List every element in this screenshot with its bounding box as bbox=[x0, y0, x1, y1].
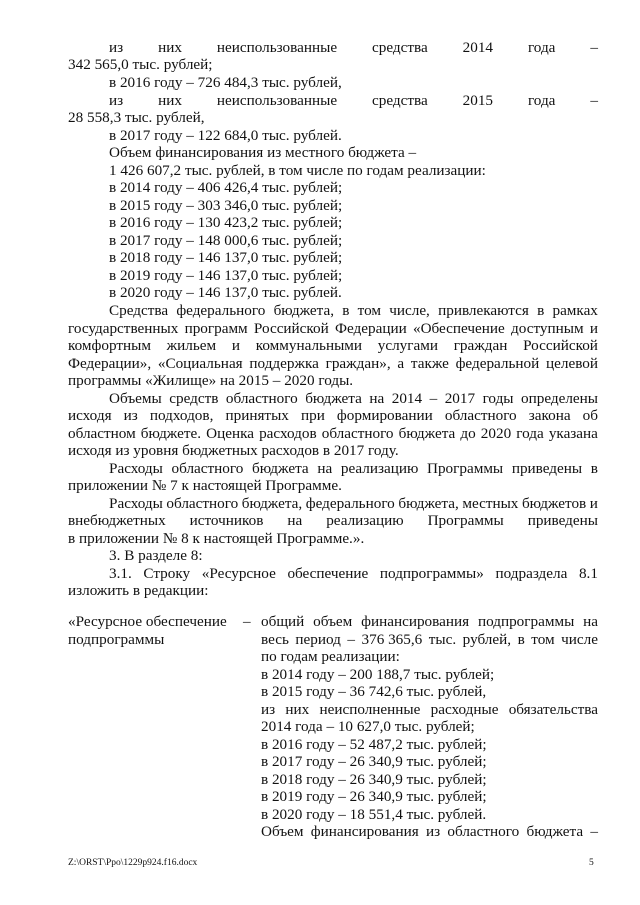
word: рублей, bbox=[462, 631, 512, 648]
text-line: в 2018 году – 146 137,0 тыс. рублей; bbox=[109, 249, 343, 266]
table-cell-line bbox=[261, 823, 598, 841]
word: года bbox=[527, 92, 556, 109]
word: года bbox=[527, 39, 556, 56]
word: указана bbox=[548, 425, 598, 442]
word: – bbox=[590, 823, 598, 840]
word: 3.1. bbox=[109, 565, 132, 582]
word: на bbox=[369, 390, 385, 407]
table-cell-line: в 2015 году – 36 742,6 тыс. рублей, bbox=[261, 683, 487, 700]
word: Программы bbox=[427, 512, 504, 529]
word: Оценка bbox=[206, 425, 254, 442]
word: Средства bbox=[109, 302, 169, 319]
word: привлекаются bbox=[438, 302, 529, 319]
table-cell-line: в 2017 году – 26 340,9 тыс. рублей; bbox=[261, 753, 487, 770]
word: 2020 bbox=[480, 425, 512, 442]
word: принятых bbox=[225, 407, 289, 424]
word: целевой bbox=[546, 355, 598, 372]
word: Расходы bbox=[109, 495, 163, 512]
word: 2017 bbox=[444, 390, 476, 407]
word: внебюджетных bbox=[68, 512, 166, 529]
word: бюджета bbox=[398, 425, 456, 442]
word: на bbox=[287, 512, 303, 529]
word: федеральной bbox=[455, 355, 540, 372]
word: них bbox=[285, 701, 310, 718]
word: программ bbox=[184, 320, 248, 337]
table-cell-line: 2014 года – 10 627,0 тыс. рублей; bbox=[261, 718, 475, 735]
word: доступным bbox=[511, 320, 584, 337]
text-line: в 2014 году – 406 426,4 тыс. рублей; bbox=[109, 179, 343, 196]
word: объем bbox=[313, 613, 353, 630]
word: 376 365,6 bbox=[361, 631, 423, 648]
word: а bbox=[397, 355, 405, 372]
word: года bbox=[516, 425, 544, 442]
word: Расходы bbox=[109, 460, 163, 477]
word: неиспользованные bbox=[216, 92, 338, 109]
word: Строку bbox=[143, 565, 191, 582]
word: подходов, bbox=[149, 407, 214, 424]
word: об bbox=[582, 407, 598, 424]
text-line: изложить в редакции: bbox=[68, 582, 209, 599]
word: – bbox=[347, 631, 355, 648]
word: приведены bbox=[527, 512, 598, 529]
word: 8.1 bbox=[578, 565, 598, 582]
word: Объемы bbox=[109, 390, 162, 407]
word: рамках bbox=[552, 302, 598, 319]
word: и bbox=[589, 495, 598, 512]
word: «Ресурсное bbox=[201, 565, 276, 582]
table-cell-line: в 2018 году – 26 340,9 тыс. рублей; bbox=[261, 771, 487, 788]
footer-file-path: Z:\ORST\Ppo\1229p924.f16.docx bbox=[68, 858, 198, 868]
table-cell-line: в 2020 году – 18 551,4 тыс. рублей. bbox=[261, 806, 487, 823]
word: реализацию bbox=[340, 460, 419, 477]
word: них bbox=[158, 92, 182, 109]
word: коммунальными bbox=[255, 337, 363, 354]
word: на bbox=[583, 613, 598, 630]
text-line: в 2019 году – 146 137,0 тыс. рублей; bbox=[109, 267, 343, 284]
word: до bbox=[460, 425, 476, 442]
text-line: 342 565,0 тыс. рублей; bbox=[68, 56, 213, 73]
text-line: в приложении № 8 к настоящей Программе.». bbox=[68, 530, 365, 547]
word: средства bbox=[372, 39, 428, 56]
word: федерального bbox=[176, 302, 266, 319]
word: из bbox=[109, 92, 124, 109]
word: жильем bbox=[166, 337, 217, 354]
word: областного bbox=[171, 460, 244, 477]
text-line: приложении № 7 к настоящей Программе. bbox=[68, 477, 342, 494]
text-line bbox=[109, 302, 598, 320]
word: – bbox=[590, 92, 598, 109]
word: «Обеспечение bbox=[412, 320, 505, 337]
word: – bbox=[429, 390, 438, 407]
word: из bbox=[123, 407, 138, 424]
word: областного bbox=[444, 407, 517, 424]
text-line bbox=[109, 495, 598, 513]
text-line: в 2016 году – 130 423,2 тыс. рублей; bbox=[109, 214, 343, 231]
text-line: в 2016 году – 726 484,3 тыс. рублей, bbox=[109, 74, 342, 91]
table-cell-line: в 2019 году – 26 340,9 тыс. рублей; bbox=[261, 788, 487, 805]
word: граждан bbox=[453, 337, 508, 354]
word: при bbox=[300, 407, 325, 424]
word: неиспользованные bbox=[216, 39, 338, 56]
word: услугами bbox=[377, 337, 438, 354]
word: из bbox=[426, 823, 441, 840]
word: 2014 bbox=[391, 390, 423, 407]
word: бюджета bbox=[526, 823, 584, 840]
word: из bbox=[109, 39, 124, 56]
word: также bbox=[410, 355, 449, 372]
word: тыс. bbox=[428, 631, 457, 648]
word: определены bbox=[521, 390, 598, 407]
word: источников bbox=[189, 512, 264, 529]
word: бюджете. bbox=[140, 425, 202, 442]
word: том bbox=[531, 631, 555, 648]
text-line bbox=[68, 512, 598, 530]
word: областного bbox=[321, 425, 394, 442]
table-cell-line: по годам реализации: bbox=[261, 648, 400, 665]
text-line: 28 558,3 тыс. рублей, bbox=[68, 109, 205, 126]
word: числе, bbox=[389, 302, 430, 319]
word: подпрограммы» bbox=[379, 565, 484, 582]
word: обязательства bbox=[508, 701, 598, 718]
table-cell-line bbox=[261, 631, 598, 649]
page-number: 5 bbox=[589, 858, 594, 868]
word: средства bbox=[372, 92, 428, 109]
text-line bbox=[109, 390, 598, 408]
table-cell-line bbox=[261, 613, 598, 631]
word: Программы bbox=[426, 460, 504, 477]
word: 2014 bbox=[462, 39, 494, 56]
word: в bbox=[517, 631, 525, 648]
text-line bbox=[68, 407, 598, 425]
word: Российской bbox=[523, 337, 598, 354]
text-line: в 2017 году – 122 684,0 тыс. рублей. bbox=[109, 127, 342, 144]
word: весь bbox=[261, 631, 289, 648]
word: в bbox=[590, 460, 598, 477]
text-line bbox=[68, 337, 598, 355]
word: «Социальная bbox=[157, 355, 243, 372]
word: федерального bbox=[305, 495, 395, 512]
word: закона bbox=[528, 407, 571, 424]
text-line bbox=[109, 92, 598, 110]
word: поддержка bbox=[249, 355, 319, 372]
text-line: в 2015 году – 303 346,0 тыс. рублей; bbox=[109, 197, 343, 214]
text-line bbox=[68, 320, 598, 338]
word: бюджета, bbox=[241, 495, 303, 512]
text-line bbox=[68, 355, 598, 373]
word: финансирования bbox=[361, 613, 470, 630]
text-line bbox=[109, 565, 598, 583]
word: бюджета bbox=[305, 390, 362, 407]
word: годы bbox=[482, 390, 514, 407]
word: и bbox=[589, 320, 598, 337]
word: числе bbox=[561, 631, 598, 648]
word: в bbox=[537, 302, 545, 319]
word: 2015 bbox=[462, 92, 494, 109]
word: подраздела bbox=[495, 565, 568, 582]
word: том bbox=[357, 302, 381, 319]
word: исходя bbox=[68, 407, 112, 424]
word: областного bbox=[166, 495, 239, 512]
word: – bbox=[590, 39, 598, 56]
word: расходов bbox=[259, 425, 317, 442]
table-dash: – bbox=[243, 613, 251, 630]
text-line: исходя из уровня бюджетных расходов в 2017 году. bbox=[68, 442, 399, 459]
word: общий bbox=[261, 613, 305, 630]
word: неисполненные bbox=[319, 701, 421, 718]
table-cell-line: в 2014 году – 200 188,7 тыс. рублей; bbox=[261, 666, 495, 683]
word: Российской bbox=[253, 320, 329, 337]
word: бюджета, bbox=[273, 302, 334, 319]
word: и bbox=[231, 337, 240, 354]
table-row-label: «Ресурсное обеспечение bbox=[68, 613, 227, 630]
word: приведены bbox=[511, 460, 583, 477]
text-line bbox=[68, 425, 598, 443]
word: реализацию bbox=[326, 512, 404, 529]
word: средств bbox=[169, 390, 219, 407]
word: государственных bbox=[68, 320, 179, 337]
word: формировании bbox=[336, 407, 433, 424]
word: бюджетов bbox=[521, 495, 587, 512]
word: Федерации», bbox=[68, 355, 152, 372]
word: Федерации bbox=[335, 320, 407, 337]
word: период bbox=[295, 631, 341, 648]
word: них bbox=[158, 39, 182, 56]
word: подпрограммы bbox=[477, 613, 575, 630]
word: Объем bbox=[261, 823, 304, 840]
word: областного bbox=[447, 823, 520, 840]
text-line: в 2017 году – 148 000,6 тыс. рублей; bbox=[109, 232, 343, 249]
word: финансирования bbox=[310, 823, 419, 840]
text-line: 3. В разделе 8: bbox=[109, 547, 203, 564]
text-line bbox=[109, 39, 598, 57]
word: областного bbox=[225, 390, 298, 407]
word: бюджета bbox=[252, 460, 309, 477]
word: областном bbox=[68, 425, 136, 442]
word: на bbox=[317, 460, 333, 477]
word: расходные bbox=[430, 701, 499, 718]
text-line: в 2020 году – 146 137,0 тыс. рублей. bbox=[109, 284, 342, 301]
word: местных bbox=[462, 495, 519, 512]
table-row-label: подпрограммы bbox=[68, 631, 165, 648]
table-cell-line: в 2016 году – 52 487,2 тыс. рублей; bbox=[261, 736, 487, 753]
word: обеспечение bbox=[287, 565, 369, 582]
text-line: 1 426 607,2 тыс. рублей, в том числе по годам реализации: bbox=[109, 162, 486, 179]
text-line: программы «Жилище» на 2015 – 2020 годы. bbox=[68, 372, 354, 389]
word: комфортным bbox=[68, 337, 151, 354]
word: в bbox=[342, 302, 350, 319]
text-line bbox=[109, 460, 598, 478]
word: из bbox=[261, 701, 276, 718]
word: бюджета, bbox=[398, 495, 459, 512]
word: граждан», bbox=[325, 355, 391, 372]
text-line: Объем финансирования из местного бюджета – bbox=[109, 144, 417, 161]
table-cell-line bbox=[261, 701, 598, 719]
